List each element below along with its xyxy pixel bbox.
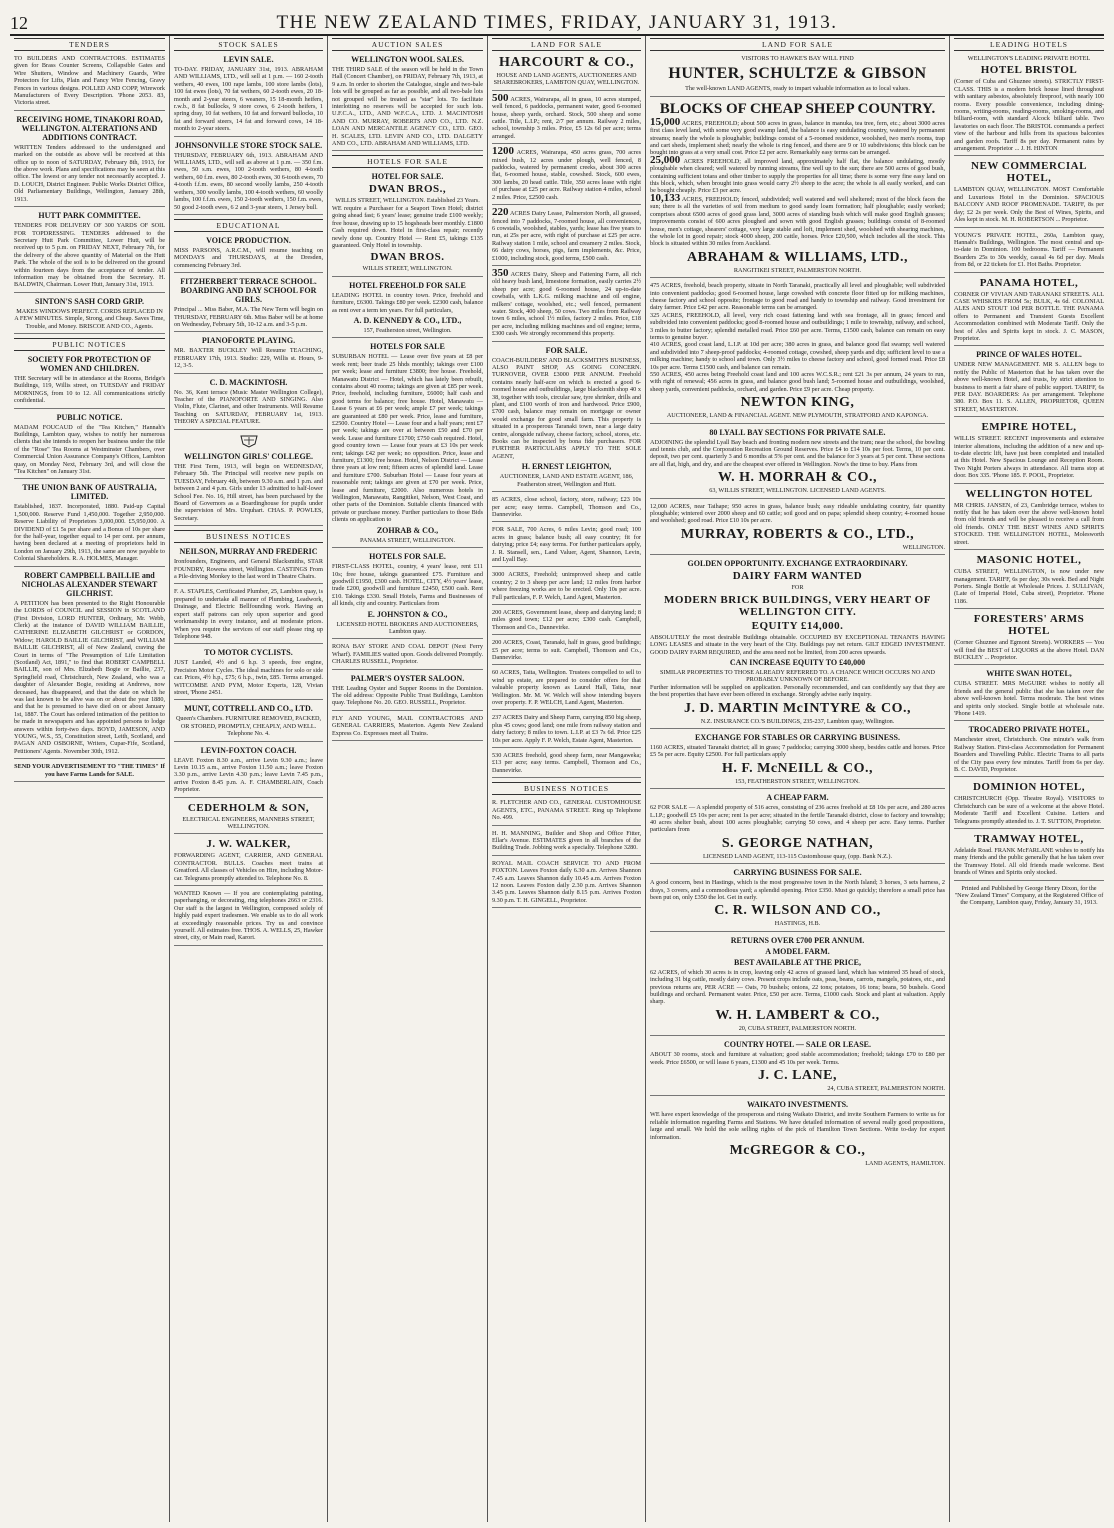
section-header-leading-hotels: LEADING HOTELS: [954, 38, 1104, 51]
ad-country-hotel: [650, 1040, 945, 1096]
ad-heading: BEST AVAILABLE AT THE PRICE,: [734, 957, 861, 967]
ad-body: The well-known LAND AGENTS, ready to impart valuable information as to local values.: [685, 85, 910, 93]
ad-heading: PUBLIC NOTICE.: [56, 412, 123, 422]
ad-union-bank: [14, 483, 165, 566]
ad-rona-bay: RONA BAY STORE AND COAL DEPOT (Next Ferry Wharf). FAMILIES waited upon. Goods delivered Promptly. CHARLES RUSSELL, Proprietor.: [332, 643, 483, 669]
ad-murray-roberts: [650, 503, 945, 556]
section-header-public-notices: PUBLIC NOTICES: [14, 338, 165, 351]
ad-neilson-murray: [174, 547, 323, 584]
ad-land-700: FOR SALE, 700 Acres, 6 miles Levin; good road; 100 acres in grass; balance bush; all easy country; fit for dairying; price £4; easy terms. For further particulars apply, J. R. Stansell, sen., Land Valuer, Agent, Shannon, Levin, and Lyall Bay.: [492, 526, 641, 567]
ad-walker: [174, 838, 323, 886]
ad-wellington-hotel: [954, 488, 1104, 550]
ad-heading: EQUITY £14,000.: [751, 619, 844, 632]
ad-sash-cord: [14, 297, 165, 334]
ad-hotel-bristol: [954, 55, 1104, 156]
ad-body: MR. BAXTER BUCKLEY Will Resume TEACHING, FEBRUARY 17th, 1913. Studio: 229, Willis st. Hours, 9-12, 3-5.: [174, 347, 323, 370]
column-6: [950, 36, 1108, 1522]
ad-heading: WELLINGTON HOTEL: [965, 487, 1093, 500]
ad-fly-young: FLY AND YOUNG, MAIL CONTRACTORS AND GENERAL CARRIERS, Masterton. Agents New Zealand Express Co. Expresses meet all Trains.: [332, 715, 483, 741]
ad-heading: BLOCKS OF CHEAP SHEEP COUNTRY.: [659, 100, 936, 117]
ad-address: AUCTIONEER, LAND AND ESTATE AGENT, 186, Featherston street, Wellington and Hutt.: [499, 473, 634, 488]
ad-heading: ROBERT CAMPBELL BAILLIE and NICHOLAS ALEXANDER STEWART GILCHRIST.: [21, 570, 158, 598]
ad-firm: HUNTER, SCHULTZE & GIBSON: [668, 65, 927, 83]
ad-body: CHRISTCHURCH (Opp. Theatre Royal). VISITORS to Christchurch can be sure of a welcome at the above Hotel. Moderate Tariff and Excellent Cuisine. Letters and Telegrams promptly attended to. J. T. SUTTON, Proprietor.: [954, 795, 1104, 825]
ad-heading: NEW COMMERCIAL HOTEL,: [971, 160, 1087, 185]
ad-body: Principal ... Miss Baber, M.A. The New Term will begin on THURSDAY, FEBRUARY 6th. Miss Baber will be at home on Wednesday, February 5th, 10-12 a.m. and 3-5 p.m.: [174, 306, 323, 328]
ad-trocadero: [954, 725, 1104, 777]
ad-johnsonville-sale: [174, 141, 323, 215]
ad-heading: WELLINGTON WOOL SALES.: [351, 55, 464, 64]
ad-royal-mail-coach: ROYAL MAIL COACH SERVICE TO AND FROM FOXTON. Leaves Foxton daily 6.30 a.m. Arrives Shannon 7.45 a.m. Leaves Shannon daily 10.45 a.m. Arrives Foxton 12 noon. Leaves Foxton daily 2.30 p.m. Arrives Shannon 3.45 p.m. Leaves Shannon daily 8.15 p.m. Arrives Foxton 9.30 p.m. T. H. GINGELL, Proprietor.: [492, 860, 641, 908]
ad-heading: SOCIETY FOR PROTECTION OF WOMEN AND CHILDREN.: [27, 354, 152, 373]
ad-lyall-bay: [650, 428, 945, 499]
ad-land-237: 237 ACRES Dairy and Sheep Farm, carrying 850 big sheep, plus 45 cows; good land; one mile from railway station and dairy factory; 8 miles to town. L.I.P. at £3 7s 6d. Price £25 10s per acre. Apply F. P. Welch, Estate Agent, Masterton.: [492, 714, 641, 748]
ad-body: ABSOLUTELY the most desirable Buildings obtainable. OCCUPIED BY EXCEPTIONAL TENANTS HAVING LONG LEASES and situate in the very heart of the City. Buildings pay net return. GILT EDGED INVESTMENT. GOOD DAIRY FARM REQUIRED, and the area need not be limited, from 200 acres upwards.: [650, 633, 945, 656]
ad-heading: HOTEL FREEHOLD FOR SALE: [349, 280, 466, 290]
ad-body: UNDER NEW MANAGEMENT. MR S. ALLEN begs to notify the Public of Masterton that he has taken over the above well-known Hotel, and trusts, by strict attention to business to merit a fair share of public support. TARIFF, 6s PER DAY. BOARDERS: As per arrangement. Telephone 380. P.O. Box 11. S. ALLEN, PROPRIETOR, QUEEN STREET, MASTERTON.: [954, 361, 1104, 413]
ad-body: Manchester street, Christchurch. One minute's walk from Railway Station. First-class Accommodation for Permanent Boarders and Travelling Public. Electric Trams to all parts of the City pass every few minutes. Tariff from 6s per day. B. C. DAVID, Proprietor.: [954, 736, 1104, 773]
ad-body: WRITTEN Tenders addressed to the undersigned and marked on the outside as above will be received at this office up to noon of SATURDAY, February 8th, 1913, for the above work. Plans and specifications may be seen at this office. The lowest or any tender not necessarily accepted. J. D. LOUCH, District Engineer. Public Works District Office, Old Parliamentary Buildings, Wellington, January 28th, 1913.: [14, 143, 165, 203]
ad-girls-college: [174, 434, 323, 527]
ad-firm: W. H. MORRAH & CO.,: [717, 470, 878, 486]
ad-body: LEAVE Foxton 8.30 a.m., arrive Levin 9.30 a.m.; leave Levin 10.15 a.m., arrive Foxton 11.50 a.m.; leave Foxton 3.30 p.m., arrive Levin 4.30 p.m.; leave Levin 7.45 p.m., arrive Foxton 8.45 p.m. A. F. CHAMBERLAIN, Coach Proprietor.: [174, 756, 323, 794]
ad-heading: DAIRY FARM WANTED: [732, 570, 863, 583]
ad-harcourt: [492, 55, 641, 91]
ad-body: CUBA STREET. MRS McGUIRE wishes to notify all friends and the general public that she has taken over the above well-known hotel. Terms moderate. The best wines and spirits only stocked. Single bottle at wholesale rate. 'Phone 1419.: [954, 680, 1104, 717]
ad-cheap-farm: [650, 793, 945, 864]
ad-dominion-hotel: [954, 781, 1104, 829]
ad-body: 325 ACRES, FREEHOLD, all level, very rich coast fattening land with sea frontage, all in grass; fenced and subdivided into convenient paddocks; good 8-roomed house and outbuildings; 1 mile to township, railway, and school, 3 miles to butter factory; splendid metalled road. Price £60 per acre. Terms, £1500 cash, balance can remain on easy terms to genuine buyer.: [650, 311, 945, 341]
ad-land-60: 60 ACRES, Taita, Wellington. Trustees compelled to sell to wind up estate, are prepared to consider offers for that valuable property known as Laurel Hall, Taita, near Wellington. Mr. M. W. Welch will show intending buyers over property. F. P. WELCH, Land Agent, Masterton.: [492, 669, 641, 710]
ad-foresters-arms: [954, 613, 1104, 665]
ad-body: ACRES, FREEHOLD; about 500 acres in grass, balance in manuka, tea tree, fern, etc.; about 3000 acres first class level land, with some very good swamp land, the balance is easy undulating country, watered by permanent streams; nearly the whole is ploughable; buildings consist of a 5-roomed residence, woolshed, two men's rooms, trap and cart sheds, implement shed; nearly the whole is ring fenced, and there are 9 or 10 subdivisions; this block can be bought into grass at a very small cost. Price £2 per acre. Remarkably easy terms can be arranged.: [650, 119, 945, 157]
ad-heading: FITZHERBERT TERRACE SCHOOL. BOARDING AND DAY SCHOOL FOR GIRLS.: [180, 277, 317, 305]
ad-address: WILLIS STREET, WELLINGTON. Established 23 Years.: [335, 197, 480, 205]
ad-body: (Corner of Cuba and Ghuznee streets). STRICTLY FIRST-CLASS. THIS is a modern brick house lined throughout with sanitary asbestos, absolutely fireproof, with nearly 100 rooms. Every possible convenience, including dining-rooms, writing-rooms, reading-rooms, smoking-rooms, and billiard-room, with standard Alcock billiard table. Two lavatories on each floor. The BRISTOL commands a perfect view of the harbour and hills from its spacious balconies and garden roofs. Tariff 8s per day. Permanent rates by arrangement. Proprietor ... J. H. HINTON: [954, 78, 1104, 153]
ad-estate-petition: [14, 571, 165, 760]
ad-heading: C. D. MACKINTOSH.: [209, 377, 288, 387]
ad-body: MADAM FOUCAUD of the "Tea Kitchen," Hannah's Buildings, Lambton quay, wishes to notify her numerous clients that she intends to reopen her business under the title of the "Rose" Tea Rooms at Westminster Chambers, over Commercial Union Assurance Company's Offices, Lambton quay, on Monday Next, February 3rd, and will close the "Tea Kitchen" on January 31st.: [14, 423, 165, 476]
ad-firm: C. R. WILSON AND CO.,: [714, 903, 881, 919]
ad-land-350: [492, 266, 641, 342]
ad-body: ACRES, FREEHOLD; fenced, subdivided; well watered and well sheltered; most of the block faces the sun; there is all the varieties of soil from medium to good sandy loam formation; half ploughable; easily worked; comprises about 6500 acres of good grass land, 3000 acres of standing bush which will make good English grasses; improvements consist of 600 acres ploughed and sown with good English grasses; buildings consist of 8-roomed house, men's cottage, shearers' cottage, very large stable and loft, implement shed, woolshed with shearing machines, the whole lot in good repair; stock 4000 sheep, 200 cattle, horses. Price £20,500, which includes all the stock. This block is situated within 30 miles from Auckland.: [650, 195, 945, 248]
section-header-hotels-for-sale: HOTELS FOR SALE: [332, 155, 483, 168]
ad-carrying-business: [650, 868, 945, 932]
ad-firm: MURRAY, ROBERTS & CO., LTD.,: [680, 526, 915, 542]
ad-land-1200: [492, 145, 641, 205]
ad-body: ACRES Dairy, Sheep and Fattening Farm, all rich old heavy bush land, limestone formation, easily carries 2½ sheep per acre; good 6-roomed house, 24 up-to-date cowbails, with L.K.G. milking machine and oil engine, milkers' cottage, woolshed, etc.; well fenced, permanent water. Stock, 400 sheep, 50 cows. Two miles from Railway town 6 miles, school 1½ miles, factory 2 miles. Price, £18 per acre, including milking machines and oil engine; terms, £300 cash. We strongly recommend this property.: [492, 270, 641, 338]
ad-blocks-sheep-country: [650, 101, 945, 278]
section-header-stock-sales: STOCK SALES: [174, 38, 323, 51]
ad-model-farm: [650, 936, 945, 1036]
ad-intro: VISITORS TO HAWKE'S BAY WILL FIND: [741, 55, 854, 62]
ad-address: N.Z. INSURANCE CO.'S BUILDINGS, 235-237, Lambton quay, Wellington.: [700, 717, 895, 725]
ad-address: LICENSED LAND AGENT, 113-115 Customhouse quay, (opp. Bank N.Z.).: [702, 852, 893, 860]
ad-heading: HOTELS FOR SALE.: [369, 552, 446, 562]
ad-body: 1160 ACRES, situated Taranaki district; all in grass; 7 paddocks; carrying 3000 sheep, besides cattle and horses. Price £5 5s per acre. Equity £2500. For full particulars apply: [650, 743, 945, 759]
ad-firm: DWAN BROS.,: [368, 183, 447, 196]
ad-hutt-park: [14, 211, 165, 293]
block-15000: [650, 115, 945, 157]
ad-heading: LEVIN-FOXTON COACH.: [200, 745, 297, 755]
acreage: 1200: [492, 145, 514, 158]
ad-white-swan: [954, 669, 1104, 721]
page-number: 12: [10, 13, 28, 33]
ad-hunter-schultze: [650, 55, 945, 97]
ad-body: 62 FOR SALE — A splendid property of 516 acres, consisting of 236 acres freehold at £8 10s per acre, and 280 acres L.I.P.; goodwill £5 10s per acre; rent 1s per acre; situated in the fertile Taranaki district, close to factory and township; 40 acres shelter bush, about 100 acres ploughable; carrying 50 cows, and 4 sheep per acre. Easy terms. Further particulars from: [650, 804, 945, 834]
printer-imprint: Printed and Published by George Henry Dixon, for the "New Zealand Times" Company, at the Registered Office of the Company, Lambton quay, Friday, January 31, 1913.: [954, 884, 1104, 907]
section-header-land-for-sale: LAND FOR SALE: [650, 38, 945, 51]
ad-voice-production: [174, 236, 323, 273]
ad-heading: WHITE SWAN HOTEL,: [986, 669, 1072, 679]
ad-body: No. 36, Kent terrace (Music Master Wellington College), Teacher of the PIANOFORTE AND SINGING. Also Violin, Flute, Clarinet, and other Instruments. Will Resume Teaching on SATURDAY, FEBRUARY 1st, 1913. THEORY A SPECIAL FEATURE.: [174, 388, 323, 426]
section-header-business-notices: BUSINESS NOTICES: [492, 782, 641, 795]
ad-address: PANAMA STREET, WELLINGTON.: [360, 536, 455, 544]
ad-heading: TO MOTOR CYCLISTS.: [204, 648, 293, 658]
ad-heading: COUNTRY HOTEL — SALE OR LEASE.: [723, 1040, 871, 1050]
ad-body: Ironfounders, Engineers, and General Blacksmiths, STAR FOUNDRY, Rowena street, Wellington. CASTINGS From a Pile-driving Monkey to the last word in Theatre Chairs.: [174, 558, 323, 581]
ad-mackintosh: [174, 378, 323, 430]
ad-heading: WELLINGTON GIRLS' COLLEGE.: [184, 452, 313, 461]
ad-wanted-known: WANTED Known — If you are contemplating painting, paperhanging, or decorating, ring telephones 2663 or 2316. Our staff is the largest in Wellington, composed solely of highly paid expert tradesmen. We enable us to do all work at exceedingly reasonable prices. Try us and convince yourself. All estimates free. THOS. A. WELLS, 25, Hawker street, city, or Main road, Karori.: [174, 890, 323, 946]
ad-panama-hotel: [954, 277, 1104, 347]
ad-address: LICENSED HOTEL BROKERS AND AUCTIONEERS, Lambton quay.: [336, 620, 479, 635]
ad-heading: MODERN BRICK BUILDINGS, VERY HEART OF WELLINGTON CITY.: [664, 593, 931, 618]
ad-cederholm: [174, 802, 323, 835]
acreage: 25,000: [650, 153, 681, 166]
ad-body: (Corner Ghuznee and Egmont Streets). WORKERS — You will find the BEST of LIQUORS at the above Hotel. DAN BUCKLEY ... Proprietor.: [954, 639, 1104, 661]
ad-body: FORWARDING AGENT, CARRIER, AND GENERAL CONTRACTOR. BULLS. Coaches meet trains at Greatford. All classes of Vehicles on Hire, including Motor-car. Telegrams promptly attended to. Telephone No. 8.: [174, 852, 323, 882]
ad-body: ACRES, Wairarapa, 450 acres grass, 700 acres mixed bush, 12 acres under plough, well fenced, 8 paddocks, watered by permanent creeks, about 300 acres flat, 6-roomed house, stable, cowshed. Stock, 600 ewes, 300 lambs, 20 head cattle. Title, 350 acres lease with right of purchase at £25 per acre. Railway station 4 miles, school 2 miles. Price, £2500 cash.: [492, 149, 641, 201]
ad-land-3000: 3000 ACRES, Freehold; unimproved sheep and cattle country; 2 to 3 sheep per acre land; 12 miles from harbor where freezing works are to be erected. Only 10s per acre. Full particulars, F. P. Welch, Land Agent, Masterton.: [492, 571, 641, 605]
ad-masonic-hotel: [954, 554, 1104, 609]
acreage: 220: [492, 206, 509, 219]
ad-society: [14, 355, 165, 409]
ad-receiving-home: [14, 115, 165, 207]
ad-address: 157, Featherston street, Wellington.: [363, 326, 452, 334]
ad-address: 20, CUBA STREET, PALMERSTON NORTH.: [738, 1024, 857, 1032]
ad-body: FIRST-CLASS HOTEL, country, 4 years' lease, rent £11 10s; free house, takings guaranteed £75. Furniture and goodwill £1950, £300 cash. HOTEL, CITY, 4½ years' lease, trade £200, goodwill and furniture £2450, £500 cash. Rent £10. Takings £330. Small Hotels, Farms and Businesses of all kinds, city and country. Particulars from: [332, 563, 483, 608]
ad-plumber: F. A. STAPLES, Certificated Plumber, 25, Lambton quay, is prepared to undertake all manner of Plumbing, Leadwork, Drainage, and Electric Bellfounding work. Having an expert staff patrons can rely upon superior and good workmanship in every instance, and at moderate prices. When you require the services of our staff please ring up Telephone 948.: [174, 588, 323, 644]
ad-fletcher: R. FLETCHER AND CO., GENERAL CUSTOMHOUSE AGENTS, ETC., PANAMA STREET. Ring up Telephone No. 499.: [492, 799, 641, 825]
column-3: [328, 36, 488, 1522]
section-header-educational: EDUCATIONAL: [174, 219, 323, 232]
ad-firm: DWAN BROS.: [370, 251, 445, 264]
section-header-tenders: TENDERS: [14, 38, 165, 51]
ad-body: SIMILAR PROPERTIES TO THOSE ALREADY REFERRED TO. A CHANCE WHICH OCCURS NO AND PROBABLY UNKNOWN OF BEFORE.: [660, 668, 935, 684]
acreage: 15,000: [650, 115, 681, 128]
ad-address: HOUSE AND LAND AGENTS, AUCTIONEERS AND SHAREBROKERS, LAMBTON QUAY, WELLINGTON.: [493, 72, 640, 87]
ad-heading: LEVIN SALE.: [223, 55, 274, 64]
ad-firm: W. H. LAMBERT & CO.,: [715, 1007, 880, 1023]
masthead: [10, 6, 1104, 36]
ad-coachbuilders: [492, 346, 641, 493]
ad-oyster-saloon: [332, 674, 483, 711]
ad-body: THE THIRD SALE of the season will be held in the Town Hall (Concert Chamber), on FRIDAY, February 7th, 1913, at 9 a.m. In order to shorten the Catalogue, single and two-bale lots will be grouped as far as possible, and all two-bale lots not grouped will be treated as "star" lots. To facilitate interlotting no reserves will be accepted for such lots. U.F.C.A., LTD., AND W.F.C.A., LTD. J. MACINTOSH AND CO. MURRAY, ROBERTS AND CO., LTD. N.Z. LOAN AND MERCANTILE AGENCY CO., LTD. GEO. H. SCALES, LTD. LEVIN AND CO., LTD. DALGETY AND CO., LTD. ABRAHAM AND WILLIAMS, LTD.: [332, 66, 483, 148]
ad-body: TENDERS FOR DELIVERY OF 300 YARDS OF SOIL FOR TOPDRESSING. TENDERS addressed to the Secretary Hutt Park Committee, Lower Hutt, will be received up to 5 p.m. on FRIDAY NEXT, February 7th, for the delivery of the above quantity of Material on the Hutt Park. The whole of the soil is to be delivered on the ground within fourteen days from the acceptance of tender. All information may be obtained from the Secretary. H. BALDWIN, Chairman. Lower Hutt, January 31st, 1913.: [14, 222, 165, 289]
ad-body: MAKES WINDOWS PERFECT. CORDS REPLACED IN A FEW MINUTES. Simple, Strong, and Cheap. Saves Time, Trouble, and Money. BRISCOE AND CO., Agents.: [14, 307, 165, 330]
ad-body: A PETITION has been presented to the Right Honourable the LORDS of COUNCIL and SESSION in SCOTLAND (First Division, LORD HUNTER, Ordinary, Mr. Webb, Clerk) at the instance of DAVID WILLIAM BAILLIE, CATHERINE ELIZABETH GILCHRIST or GORDON, Widow; HAROLD BAILLIE GILCHRIST, and WILLIAM BAILLIE GILCHRIST, all of New Zealand, craving the Court in terms of "The Presumption of Life Limitation (Scotland) Act, 1891," to find that ROBERT CAMPBELL BAILLIE, son of Mrs. Elizabeth Bogie or Baillie, 237, Springfield road, Christchurch, New Zealand, who was a daughter of Alexander Bogie, residing at Andrews, now deceased, has disappeared, and that the date on which he was last known to be alive was on or about the year 1880, and that he is presumed to have died on or about January 1st, 1887. The Court has ordered intimation of the petition to be made in newspapers and has appointed persons to lodge answers within forty-two days. BOYD, JAMESON, AND YOUNG, W.S., 55, Constitution street, Leith, Scotland, and PAGAN AND OSBORNE, Writers, Cupar-Fife, Scotland, Petitioners' Agents. November 30th, 1912.: [14, 599, 165, 755]
ad-wool-sales: [332, 55, 483, 151]
ad-manning: H. H. MANNING, Builder and Shop and Office Fitter, Ellar's Avenue. ESTIMATES given in all branches of the Building Trade. Jobbing work a specialty. Telephone 3280.: [492, 830, 641, 856]
ad-body: ADJOINING the splendid Lyall Bay beach and fronting modern new streets and the tram; near the school, the bowling and tennis club, and the Corporation Recreation Ground Reserves. Price £4 to £14 10s per foot. Terms, 10 per cent. deposit, two per cent. quarterly 3 and 6 months at 5% per cent. and the balance for 3 years at 5 per cent. These sections are all flat, high, and dry, and are the cheapest ever offered in Wellington. Now's the time to buy. Plans from: [650, 438, 945, 468]
ad-waikato: [650, 1100, 945, 1170]
newspaper-title: THE NEW ZEALAND TIMES, FRIDAY, JANUARY 31, 1913.: [276, 12, 838, 33]
ad-address: 24, CUBA STREET, PALMERSTON NORTH.: [827, 1085, 945, 1093]
acreage: 500: [492, 91, 509, 104]
ad-firm: ABRAHAM & WILLIAMS, LTD.,: [687, 249, 908, 265]
ad-heading: FORESTERS' ARMS HOTEL: [973, 613, 1085, 638]
ad-newton-king: [650, 282, 945, 424]
ad-body: 550 ACRES, 450 acres being Freehold coast land and 100 acres W.C.S.R.; rent £21 3s per annum, 24 years to run, with right of renewal; 456 acres in grass, and balance good bush land; 5-roomed house and outbuildings, woolshed, sheep yards, convenient paddocks, orchard, and garden. Price £9 per acre. Cheap property.: [650, 371, 945, 393]
ad-land-200: 200 ACRES, Government lease, sheep and dairying land; 8 miles good town; £12 per acre; £300 cash. Campbell, Thomson and Co., Dannevirke.: [492, 609, 641, 635]
ad-heading: CAN INCREASE EQUITY TO £40,000: [729, 657, 866, 667]
ad-firm: NEWTON KING,: [740, 395, 855, 411]
ad-heading: CARRYING BUSINESS FOR SALE.: [733, 868, 862, 878]
section-header-auction-sales: AUCTION SALES: [332, 38, 483, 51]
ad-body: ABOUT 30 rooms, stock and furniture at valuation; good stable accommodation; freehold; takings £70 to £80 per week. Price £6500, or will lease 6 years, £1300 and 45 10s per week. Terms.: [650, 1051, 945, 1066]
ad-body: Queen's Chambers. FURNITURE REMOVED, PACKED, OR STORED, PROMPTLY, CHEAPLY, AND WELL. Telephone No. 4.: [175, 715, 322, 738]
ad-tramway-hotel: [954, 833, 1104, 881]
ad-prince-of-wales: [954, 350, 1104, 417]
ad-body: Further information will be supplied on application. Personally recommended, and can confidently say that they are the best properties that have ever been offered in exchange. Strongly advise early inquiry.: [650, 683, 945, 699]
ad-hotels-zohrab: [332, 342, 483, 548]
ad-motor-cyclists: [174, 648, 323, 700]
ad-hotel-for-sale-dwan: [332, 172, 483, 276]
ad-body: THE Leading Oyster and Supper Rooms in the Dominion. The old address: Opposite Public Trust Buildings, Lambton quay. Telephone No. 20. GEO. RUSSELL, Proprietor.: [332, 684, 483, 707]
ad-heading: GOLDEN OPPORTUNITY. EXCHANGE EXTRAORDINARY.: [687, 559, 908, 569]
ad-firm: A. D. KENNEDY & CO., LTD.,: [353, 315, 462, 325]
ad-heading: VOICE PRODUCTION.: [206, 235, 291, 245]
ad-body: ACRES Dairy Lease, Palmerston North, all grassed, fenced into 7 paddocks, 7-roomed house, all conveniences, 6 cowstalls, woolshed, stables, yards; lease has five years to run, at 25s per acre, with right of purchase at £25 per acre. Railway station 1 mile, school and creamery 2 miles. Stock, 66 dairy cows, horses, pigs, farm implements, &c. Price, £1000, including stock, good terms, £500 cash.: [492, 210, 641, 262]
ad-body: THE First Term, 1913, will begin on WEDNESDAY, February 5th. The Principal will receive new pupils on TUESDAY, February 4th, between 9.30 a.m. and 1 p.m. and between 2 and 4 p.m. Girls under 13 admitted to half-lower School Fee. No. 16, Hill street, has been purchased by the Board of Governors as a Boardinghouse for pupils under the supervision of Mrs. Urquhart. CHAS. P. POWLES, Secretary.: [174, 463, 323, 522]
ad-land-530: 530 ACRES freehold, good sheep farm, near Mangaweka; £13 per acre; easy terms. Campbell, Thomson and Co., Dannevirke.: [492, 752, 641, 778]
ad-wirework: TO BUILDERS AND CONTRACTORS. ESTIMATES given for Brass Counter Screens, Collapsible Gates and Wire Shutters, Window and Machinery Guards, Wire Protectors for Lifts, Plain and Fancy Wire Fencing, Gravy Fences in various designs. POLLED AND COPP, Wirework Manufacturers of Every Description. 'Phone 2053. 83, Victoria street.: [14, 55, 165, 111]
ad-address: AUCTIONEER, LAND & FINANCIAL AGENT. NEW PLYMOUTH, STRATFORD AND KAPONGA.: [666, 412, 929, 420]
ad-body: FOR: [791, 584, 804, 592]
block-25000: [650, 153, 945, 195]
ad-body: 12,000 ACRES, near Taihape; 950 acres in grass, balance bush; easy rideable undulating country, fair quantity ploughable; wintered over 2000 sheep and 60 cattle; soil good and on papa; splendid sheep country; 4-roomed house and woolshed; good road. Price £10 10s per acre.: [650, 502, 945, 525]
ad-body: Adelaide Road. FRANK McFARLANE wishes to notify his many friends and the public generally that he has taken over the Tramway Hotel. All old friends made welcome. Best brands of Wines and Spirits only stocked.: [954, 847, 1104, 877]
ad-heading: WAIKATO INVESTMENTS.: [746, 1100, 849, 1110]
ad-body: COACH-BUILDERS' AND BLACKSMITH'S BUSINESS, ALSO PAINT SHOP, AS GOING CONCERN. TURNOVER, OVER £3000 PER ANNUM. Freehold contains nearly half-acre on which is erected a good 6-roomed house and outbuildings, large blacksmith shop 40 x 38, together with tools, circular saw, tyre shrinker, drills and plant, and £100 worth of iron and hardwood. Price £900, £700 cash, balance may remain on mortgage or owner would exchange for good small farm. This property is situated in a prosperous Taranaki town, near a large dairy centre, alongside railway, cheese factory, school, stores, etc. Books can be inspected by bona fide purchasers. FOR FURTHER PARTICULARS APPLY TO THE SOLE AGENT,: [492, 356, 642, 460]
ad-heading: PIANOFORTE PLAYING.: [201, 336, 296, 346]
ad-address: HASTINGS, H.B.: [774, 920, 821, 928]
ad-body: WE have expert knowledge of the prosperous and rising Waikato District, and invite Southern Farmers to write us for reliable information regarding Farms and Stations. We have detailed information of several really good propositions, large and small. We hold the sole selling rights of the pick of Hamilton Town Sections. Write to-day for expert information.: [650, 1111, 945, 1141]
ad-pianoforte: [174, 336, 323, 373]
ad-firm: J. C. LANE,: [757, 1068, 837, 1084]
ad-heading: HOTEL BRISTOL: [980, 64, 1078, 77]
ad-land-200-coast: 200 ACRES, Coast, Taranaki, half in grass, good buildings; £5 per acre; terms to suit. Campbell, Thomson and Co., Dannevirke.: [492, 639, 641, 665]
ad-heading: J. W. WALKER,: [206, 838, 291, 851]
ad-body: THE Secretary will be in attendance at the Rooms, Bridge's Buildings, 119, Willis street, on TUESDAY and FRIDAY MORNINGS, from 10 to 12. All communications strictly confidential.: [14, 374, 165, 405]
ad-address: WILLIS STREET, WELLINGTON.: [362, 265, 453, 273]
ad-land-220: [492, 206, 641, 266]
ad-heading: DOMINION HOTEL,: [972, 781, 1085, 794]
page-columns: [10, 36, 1108, 1522]
ad-heading: RECEIVING HOME, TINAKORI ROAD, WELLINGTON. ALTERATIONS AND ADDITIONS CONTRACT.: [16, 114, 163, 142]
ad-address: LAND AGENTS, HAMILTON.: [865, 1160, 945, 1168]
ad-golden-opportunity: [650, 559, 945, 729]
section-header-land-for-sale: LAND FOR SALE: [492, 38, 641, 51]
ad-address: RANGITIKEI STREET, PALMERSTON NORTH.: [733, 266, 862, 274]
ad-firm: H. ERNEST LEIGHTON,: [521, 462, 612, 472]
ad-address: WELLINGTON.: [902, 543, 945, 551]
ad-heading: THE UNION BANK OF AUSTRALIA, LIMITED.: [22, 483, 157, 502]
ad-body: JUST Landed, 4½ and 6 h.p. 3 speeds, free engine, Precision Motor Cycles. The ideal machines for solo or side car. Prices, 4½ h.p., £75; 6 h.p., twin, £85. Terms arranged. WITCOMBE AND PYM, Motor Experts, 128, Vivian street, 'Phone 2451.: [174, 659, 323, 696]
ad-new-commercial: [954, 160, 1104, 227]
section-header-business-notices: BUSINESS NOTICES: [174, 530, 323, 543]
ad-body: CORNER OF VIVIAN AND TARANAKI STREETS. ALL CASE WHISKIES FROM 5s; BULK, 4s 6d. COLONIAL ALES AND STOUT 10d PER BOTTLE. THE PANAMA offers to Permanent and Transient Guests Excellent Accommodation combined with Moderate Tariff. Only the best of Ales and Spirits kept in stock. J. C. MASON, Proprietor.: [954, 290, 1104, 342]
block-10133: [650, 191, 945, 248]
ad-levin-foxton-coach: [174, 746, 323, 798]
crest-icon: [174, 434, 323, 450]
ad-body: 410 ACRES, good coast land, L.I.P. at 10d per acre; 380 acres in grass, and balance good flat swamp; well watered and subdivided into 7 sheep-proof paddocks; 4-roomed cottage, cowshed, sheep yards and dip; sufficient level to use a milking machine; handy to school and town. Only 3½ miles to cheese factory and school, good formed road. Price £8 10s per acre. Terms £1500 cash, and balance can remain.: [650, 341, 945, 371]
ad-firm: J. D. MARTIN McINTYRE & CO.,: [684, 700, 911, 716]
ad-body: WILLIS STREET. RECENT improvements and extensive interior alterations, including the addition of a new and up-to-date electric lift, have just been completed and installed at this Hotel. New Spacious Lounge and Reception Room. Two Night Porters always in attendance. All trams stop at door. Box 335. 'Phone 185. F. POOL, Proprietor.: [954, 435, 1104, 480]
ad-levin-sale: [174, 55, 323, 137]
ad-heading: PRINCE OF WALES HOTEL.: [976, 350, 1082, 360]
ad-public-notice: [14, 413, 165, 480]
ad-heading: FOR SALE.: [545, 345, 588, 355]
ad-heading: A CHEAP FARM.: [766, 793, 829, 803]
ad-body: LEADING HOTEL in country town. Price, freehold and furniture, £6300. Takings £80 per week. £2300 cash, balance as rent over a term ten years. For full particulars,: [332, 291, 483, 314]
ad-land-500: [492, 91, 641, 144]
acreage: 350: [492, 266, 509, 279]
ad-body: 475 ACRES, freehold, beach property, situate in North Taranaki, practically all level and ploughable; well subdivided into convenient paddocks; good 6-roomed house, large cowshed with concrete floor fitted up for milking machines, cheese factory and school opposite; frontage to good road and handy to township and railway. Good investment for dairy farmer. Price £42 per acre. Reasonable terms can be arranged.: [650, 282, 945, 312]
ad-heading: EMPIRE HOTEL,: [981, 421, 1077, 434]
ad-firm: HARCOURT & CO.,: [498, 55, 635, 70]
ad-land-85: 85 ACRES, close school, factory, store, railway; £23 10s per acre; easy terms. Campbell, Thomson and Co., Dannevirke.: [492, 496, 641, 522]
ad-firm: ZOHRAB & CO.,: [376, 525, 439, 535]
column-2: [170, 36, 328, 1522]
ad-heading: HOTEL FOR SALE.: [371, 172, 444, 182]
ad-heading: PANAMA HOTEL,: [979, 276, 1079, 289]
ad-munt-cottrell: [174, 704, 323, 741]
ad-heading: PALMER'S OYSTER SALOON.: [350, 673, 465, 683]
ad-heading: JOHNSONVILLE STORE STOCK SALE.: [174, 140, 323, 150]
ad-firm: McGREGOR & CO.,: [729, 1143, 866, 1159]
column-4: [488, 36, 646, 1522]
ad-body: A good concern, best in Hastings, which is the most progressive town in the North Island; 3 horses, 3 sets harness, 2 drays, 3 covers, and a commodious yard; a splendid opening. Price £350. Must go quickly; therefore a small price has been put on, only £350 the lot. Get in early.: [650, 879, 945, 901]
ad-heading: NEILSON, MURRAY AND FREDERIC: [179, 547, 318, 557]
ad-body: WE require a Purchaser for a Seaport Town Hotel; district going ahead fast; 6 years' lease; genuine trade £100 weekly; free house, drawing up to 15 hogsheads beer monthly. £1800 Cash required down. Hotel in first-class repair; recently newly done up. Country Hotel — Rent £5, takings £135 guaranteed. Only Hotel in township.: [332, 204, 483, 249]
ad-heading: SINTON'S SASH CORD GRIP.: [35, 296, 144, 306]
ad-firm: H. F. McNEILL & CO.,: [721, 760, 874, 776]
ad-address: 63, WILLIS STREET, WELLINGTON. LICENSED LAND AGENTS.: [709, 487, 886, 495]
ad-body: ACRES FREEHOLD; all improved land, approximately half flat, the balance undulating, mostly ploughable when cleared; well watered by running streams, fine well up to the sun; there are 500 acres of good bush, containing sufficient totara and other timber to supply the properties for all time; there is some very fine easy land on this block, which, when brought into grass would carry 2½ sheep to the acre; the whole is all easily worked, and can be bought cheaply. Price £3 per acre.: [650, 157, 945, 195]
ad-youngs-hotel: YOUNG'S PRIVATE HOTEL, 260a, Lambton quay, Hannah's Buildings, Wellington. The most central and up-to-date in Dominion. 100 bedrooms. Tariff — Permanent Boarders 25s to 30s weekly, casual 4s 6d per day. Meals from 8d, or 22 tickets for £1. Hot Baths. Proprietor.: [954, 232, 1104, 273]
ad-empire-hotel: [954, 421, 1104, 483]
ad-body: MISS PARSONS, A.R.C.M., will resume teaching on MONDAYS and THURSDAYS, at the Dresden, commencing February 3rd.: [174, 246, 323, 269]
ad-body: TO-DAY. FRIDAY, JANUARY 31st, 1913. ABRAHAM AND WILLIAMS, LTD., will sell at 1 p.m. — 160 2-tooth wethers, 40 ewes, 100 rape lambs, 100 store lambs (lots), 100 fat ewes (lots), 70 fat wethers, 60 2-tooth ewes, 20 18-month and 2-year steers, 6 weaners, 15 18-month heifers, r.w.b., 8 fat bullocks, 9 store cows, 6 2-tooth heifers, 1 spring dray, 10 fat wethers, 10 fat and forward bullocks, 10 fat and forward steers, 14 fat and forward cows, 14 18-month to 2-year steers.: [174, 66, 323, 133]
ad-heading: HOTELS FOR SALE: [370, 342, 445, 352]
ad-body: THURSDAY, FEBRUARY 6th, 1913. ABRAHAM AND WILLIAMS, LTD., will sell as above at 1 p.m. — 350 f.m. ewes, 50 s.m. ewes, 100 2-tooth wethers, 80 4-tooth wethers, 60 f.m. ewes, 80 2-tooth ewes, 30 6-tooth ewes, 70 4-tooth f.f.m. ewes, 80 second woolly lambs, 250 4-tooth wethers, 300 woolly lambs, 100 4-tooth wethers, 60 woolly lambs, 100 f.f.m. ewes, 150 2-tooth wethers, 150 f.m. ewes, 50 good 2-tooth ewes, 6 2 and 3-year steers, 1 Jersey bull.: [174, 151, 323, 211]
column-1: [10, 36, 170, 1522]
ad-heading: TRAMWAY HOTEL,: [974, 833, 1084, 846]
ad-heading: MASONIC HOTEL,: [976, 554, 1082, 567]
ad-heading: RETURNS OVER £700 PER ANNUM.: [730, 935, 865, 945]
acreage: 10,133: [650, 191, 681, 204]
ad-heading: 80 LYALL BAY SECTIONS FOR PRIVATE SALE.: [709, 427, 886, 437]
ad-heading: CEDERHOLM & SON,: [187, 801, 310, 814]
ad-heading: A MODEL FARM.: [765, 946, 830, 956]
ad-body: 62 ACRES, of which 30 acres is in crop, leaving only 42 acres of grassed land, which has wintered 35 head of stock, including 31 big cattle, mostly dairy cows. Present crops include oats, peas, beans, carrots, mangels, potatoes, etc., and previous returns are, PER ACRE — Oats, 70 bushels; onions, 22 tons; potatoes, 16 tons; beans, 50 bushels. Good buildings and orchard. Permanent water. Price, £50 per acre. Terms, £1000 cash. Stock and plant at valuation. Apply sharp.: [650, 968, 945, 1006]
ad-hotels-johnston: [332, 552, 483, 639]
ad-heading: MUNT, COTTRELL AND CO., LTD.: [184, 704, 313, 714]
ad-body: LAMBTON QUAY, WELLINGTON. MOST Comfortable and Luxurious Hotel in the Dominion. SPACIOUS BALCONY AND ROOF PROMENADE. TARIFF, 8s per day; £2 2s per week. Only the Best of Wines, Spirits, and Ales kept in stock. M. H. ROBERTSON ... Proprietor.: [954, 186, 1104, 224]
ad-firm: E. JOHNSTON & CO.,: [367, 609, 448, 619]
ad-body: MR CHRIS. JANSEN, of 23, Cambridge terrace, wishes to notify that he has taken over the above well-known hotel from old friends and will be pleased to receive a call from old friends. ONLY THE BEST WINES AND SPIRITS STOCKED. THE WELLINGTON HOTEL, Molesworth street.: [954, 501, 1104, 546]
ad-intro: WELLINGTON'S LEADING PRIVATE HOTEL: [967, 55, 1091, 62]
ad-heading: HUTT PARK COMMITTEE.: [38, 211, 141, 221]
ad-send-advertisement: SEND YOUR ADVERTISEMENT TO "THE TIMES" If you have Farms Lands for SALE.: [14, 763, 165, 782]
ad-hotel-freehold: [332, 281, 483, 339]
ad-firm: S. GEORGE NATHAN,: [721, 835, 874, 851]
ad-address: 153, FEATHERSTON STREET, WELLINGTON.: [735, 777, 860, 785]
ad-body: ELECTRICAL ENGINEERS, MANNERS STREET, WELLINGTON.: [182, 815, 315, 830]
column-5: [646, 36, 950, 1522]
ad-heading: EXCHANGE FOR STABLES OR CARRYING BUSINESS.: [695, 732, 900, 742]
ad-body: ACRES, Wairarapa, all in grass, 10 acres stumped, well fenced, 6 paddocks, permanent water, good 6-roomed house, sheep yards, orchard. Stock, 500 sheep and some cattle. Title, L.I.P.; rent, 2/7 per annum. Railway 2 miles, school, township 3 miles. Price, £5 12s 6d per acre; terms arranged.: [492, 95, 641, 140]
ad-body: CUBA STREET, WELLINGTON, is now under new management. TARIFF, 6s per day; 30s week. Bed and Night Porters. Single Bottle at Wholesale Prices. J. SULLIVAN, (Late of Imperial Hotel, Cuba street), Proprietor. 'Phone 1186.: [954, 568, 1104, 605]
ad-exchange-stables: [650, 733, 945, 789]
ad-heading: TROCADERO PRIVATE HOTEL,: [968, 725, 1090, 735]
ad-body: SUBURBAN HOTEL — Lease over five years at £8 per week rent; beer trade 25 hhds monthly; takings over £100 per week; lease and furniture £3800; free house. Freehold, Manawatu District — Hotel, which has lately been rebuilt, contains about 40 rooms; takings are given at £85 per week. Price, freehold, including furniture, £6000; half cash and good terms for balance; free house. Hotel, Manawatu — Lease 6 years at £6 per week; ample £7 per week; takings are guaranteed at £80 per week. Price, lease and furniture, £2500. Country Hotel — Lease four and a half years; rent £7 per week; takings are over at between £50 and £70 per week. Lease and furniture £1700; £750 cash required. Hotel, good country town — Lease four years at £3 10s per week rent; takings £42 per week; no opposition. Price, lease and furniture, £1300; free house. Hotel, Nelson District — Lease three years at low rent; fifteen acres of splendid land. Lease and furniture £700. Suburban Hotel — Lease four years at reasonable rent; takings are given at £70 per week. Price, lease and furniture, £2000. Also numerous hotels in Wellington, Manawatu, Rangitikei, Nelson, West Coast, and other parts of the Dominion. Suitable clients financed with private or purchase money. Further particulars to those Bids clients on application to: [332, 353, 483, 524]
ad-fitzherbert-school: [174, 277, 323, 332]
ad-body: Established, 1837. Incorporated, 1880. Paid-up Capital 1,500,000. Reserve Fund 1,450,000. Together 2,950,000. Reserve Liability of Proprietors 3,000,000. £5,950,000. A DIVIDEND of £1 5s per share and a Bonus of 10s per share for the half-year, together equal to 14 per cent. per annum, having been declared at a meeting of proprietors held in London on January 29th, 1913, the same are now payable to Colonial Shareholders. R. A. HOLMES, Manager.: [14, 503, 165, 563]
